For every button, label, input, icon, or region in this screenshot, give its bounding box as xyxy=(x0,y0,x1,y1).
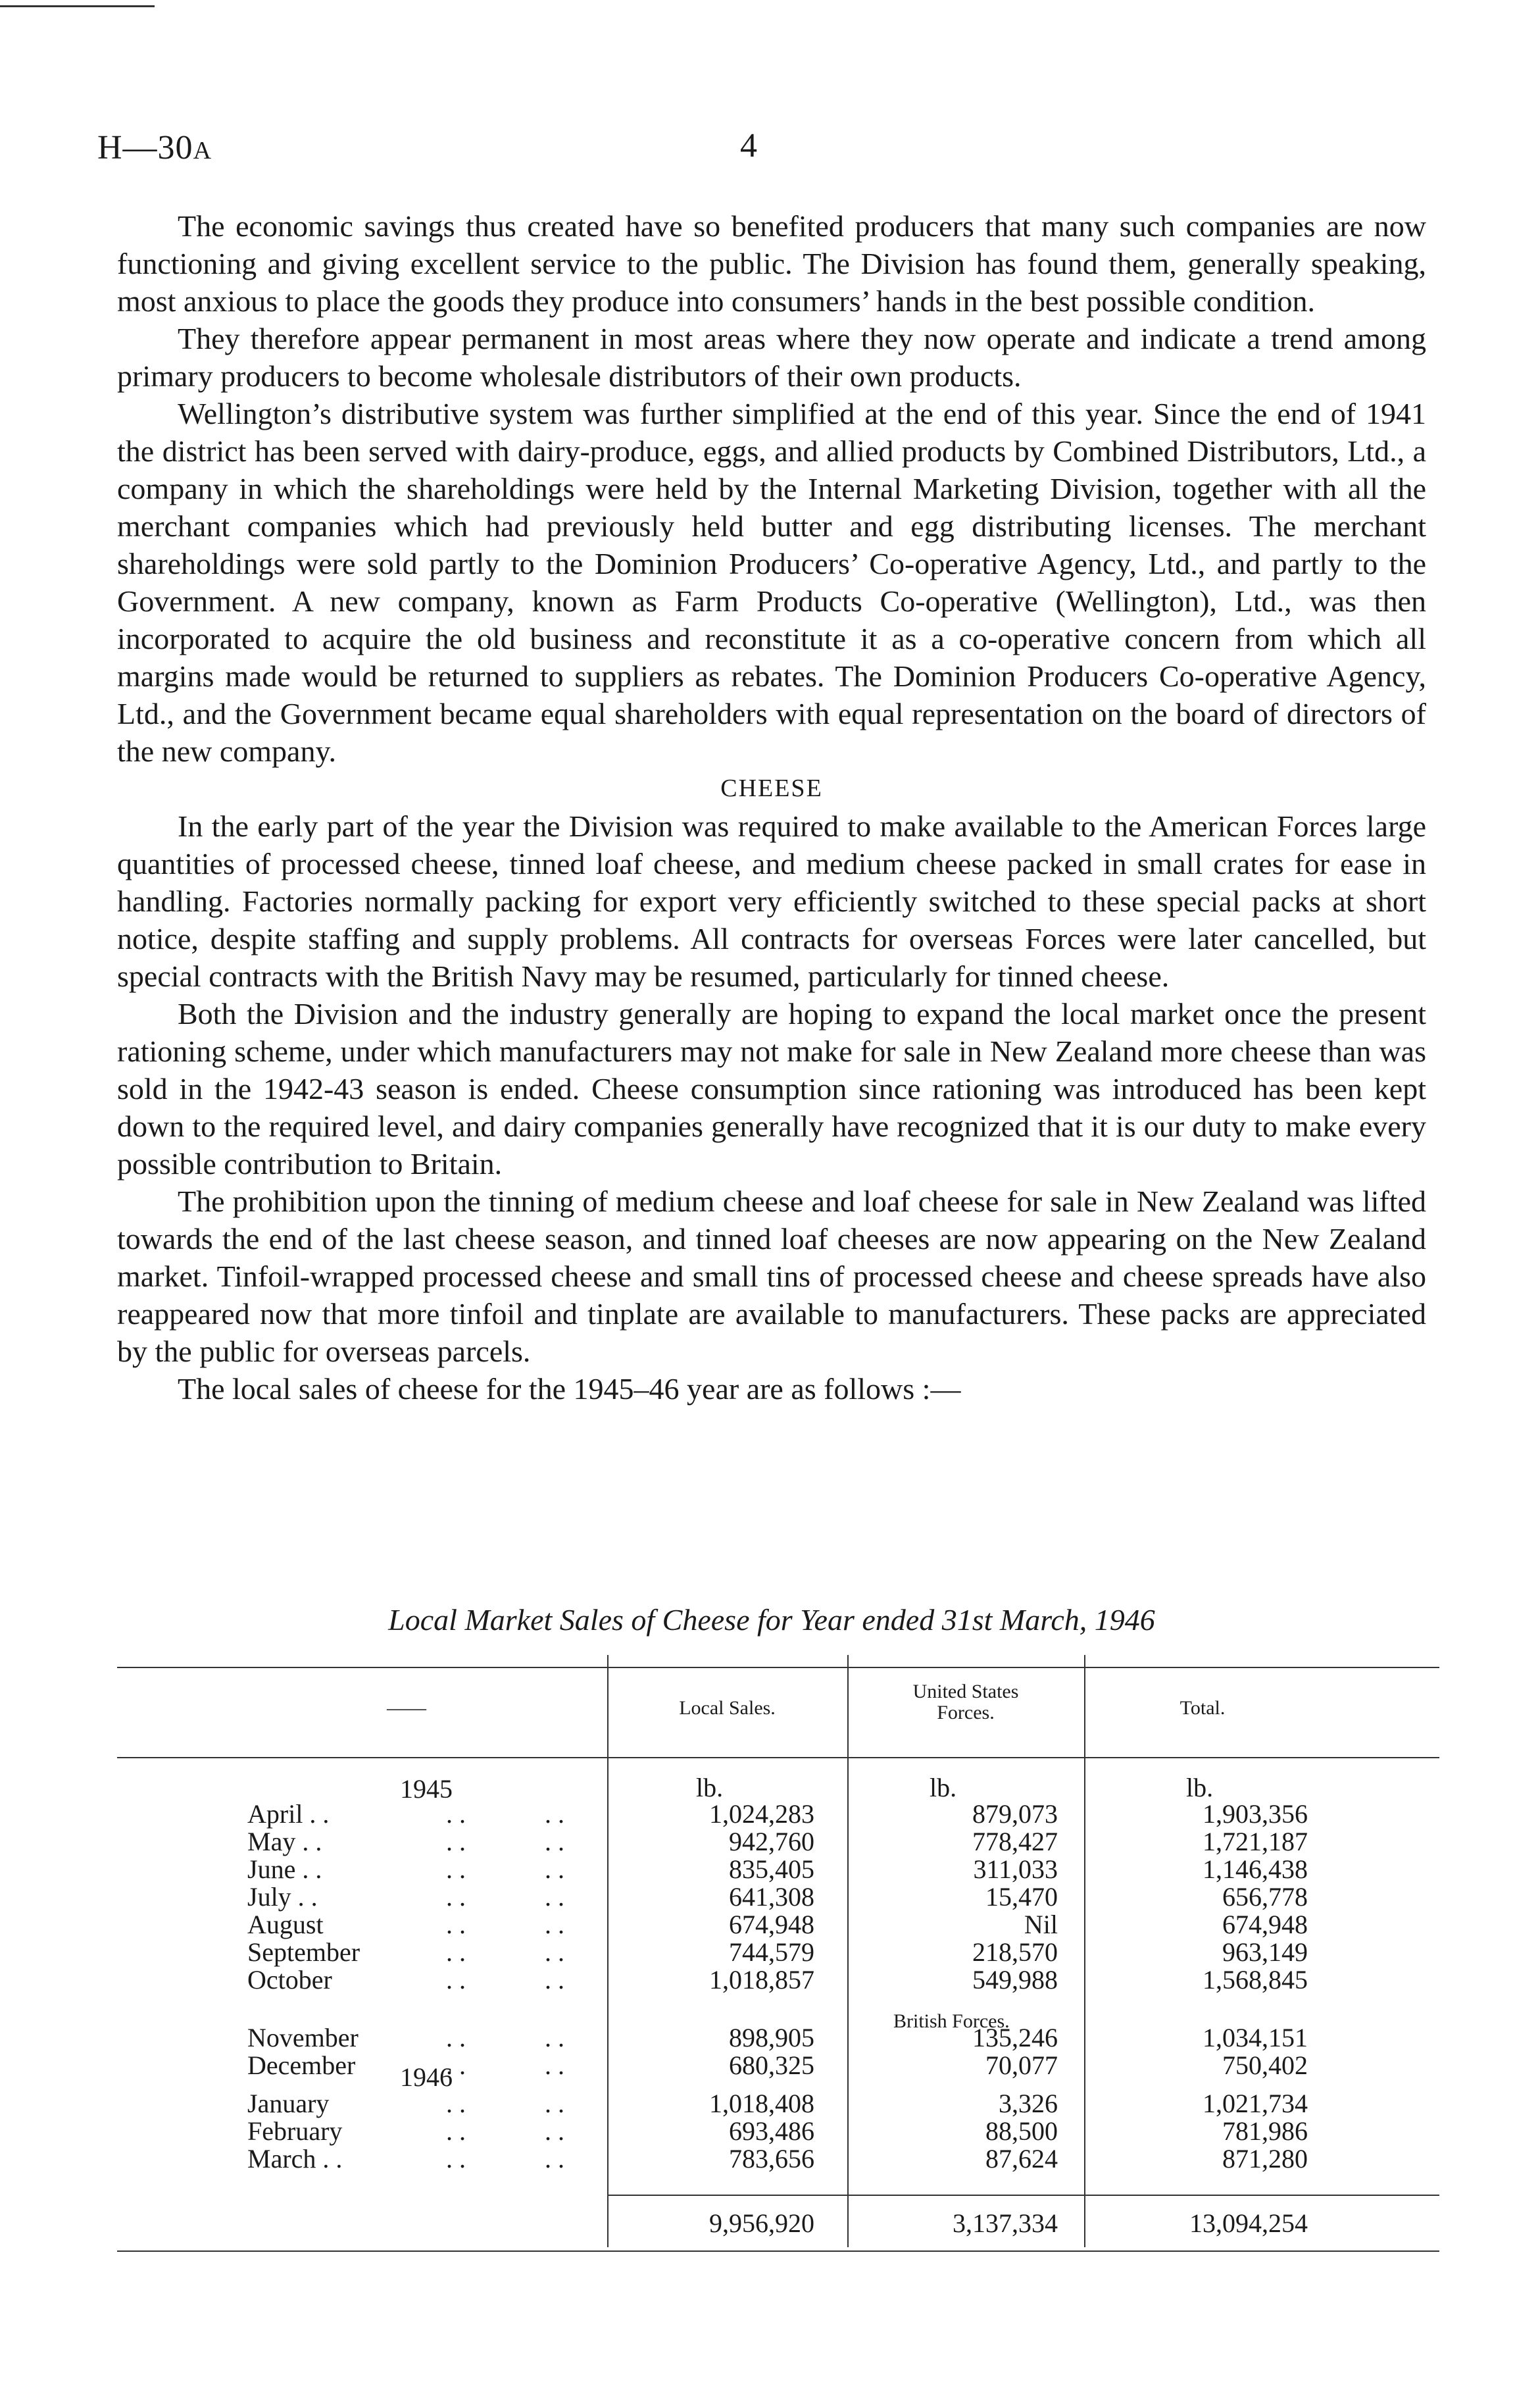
local-sales-value: 1,018,408 xyxy=(709,2089,814,2118)
year-label: 1945 xyxy=(400,1774,453,1804)
total-value: 656,778 xyxy=(1222,1882,1308,1912)
leader-dots: . . xyxy=(545,2116,564,2146)
total-value: 963,149 xyxy=(1222,1937,1308,1967)
total-value: 1,021,734 xyxy=(1203,2089,1308,2118)
month-label: December xyxy=(247,2050,356,2080)
local-sales-value: 1,024,283 xyxy=(709,1799,814,1829)
local-sales-value: 942,760 xyxy=(729,1827,814,1856)
month-label: June . . xyxy=(247,1854,322,1884)
month-label: February xyxy=(247,2116,343,2146)
forces-value: 879,073 xyxy=(972,1799,1058,1829)
total-overall: 13,094,254 xyxy=(1189,2208,1308,2238)
table-title: Local Market Sales of Cheese for Year ended 31st March, 1946 xyxy=(388,1603,1155,1637)
unit-label: lb. xyxy=(1186,1773,1214,1802)
forces-value: Nil xyxy=(1024,1910,1058,1939)
page-number: 4 xyxy=(740,127,757,165)
forces-value: 135,246 xyxy=(972,2023,1058,2052)
column-divider xyxy=(847,1655,849,2247)
paragraph: They therefore appear permanent in most areas where they now operate and indicate a trend among primary producers to become wholesale distributors of their own products. xyxy=(117,322,1426,393)
forces-value: 15,470 xyxy=(985,1882,1058,1912)
local-sales-value: 693,486 xyxy=(729,2116,814,2146)
paragraph: In the early part of the year the Division was required to make available to the American Forces large quantities of processed cheese, tinned loaf cheese, and medium cheese packed in small crates for ease in handling. Factories normally packing for export very efficiently switched to these special packs at short notice, despite staffing and supply problems. All contracts for overseas Forces were later cancelled, but special contracts with the British Navy may be resumed, particularly for tinned cheese. xyxy=(117,809,1426,993)
month-label: August xyxy=(247,1910,324,1939)
paragraph: Wellington’s distributive system was further simplified at the end of this year. Since the end of 1941 the district has been served with dairy-produce, eggs, and allied products by Combined Distributors, Ltd., a company in which the shareholdings were held by the Internal Marketing Division, together with all the merchant companies which had previously held butter and egg distributing licenses. The merchant shareholdings were sold partly to the Dominion Producers’ Co-operative Agency, Ltd., and partly to the Government. A new company, known as Farm Products Co-operative (Wellington), Ltd., was then incorporated to acquire the old business and reconstitute it as a co-operative concern from which all margins made would be returned to suppliers as rebates. The Dominion Producers Co-operative Agency, Ltd., and the Government became equal shareholders with equal representation on the board of directors of the new company. xyxy=(117,397,1426,768)
total-forces: 3,137,334 xyxy=(953,2208,1058,2238)
leader-dots: . . xyxy=(446,1937,466,1967)
local-sales-value: 641,308 xyxy=(729,1882,814,1912)
us-forces-header-line2: Forces. xyxy=(937,1702,995,1723)
table-header-rule xyxy=(117,1757,1439,1758)
us-forces-header-line1: United States xyxy=(912,1681,1019,1702)
paragraph: The prohibition upon the tinning of medium cheese and loaf cheese for sale in New Zealand was lifted towards the end of the last cheese season, and tinned loaf cheeses are now appearing on the New Zealand market. Tinfoil-wrapped processed cheese and small tins of processed cheese and cheese spreads have also reappeared now that more tinfoil and tinplate are available to manufacturers. These packs are appreciated by the public for overseas parcels. xyxy=(117,1184,1426,1368)
leader-dots: . . xyxy=(446,1882,466,1912)
forces-value: 70,077 xyxy=(985,2050,1058,2080)
leader-dots: . . xyxy=(446,2050,466,2080)
leader-dots: . . xyxy=(446,1965,466,1995)
month-label: March . . xyxy=(247,2144,343,2174)
leader-dots: . . xyxy=(545,1882,564,1912)
forces-value: 311,033 xyxy=(973,1854,1058,1884)
blank-column-header: —— xyxy=(387,1697,426,1719)
forces-value: 88,500 xyxy=(985,2116,1058,2146)
leader-dots: . . xyxy=(545,1965,564,1995)
leader-dots: . . xyxy=(545,2023,564,2052)
month-label: October xyxy=(247,1965,332,1995)
us-forces-header xyxy=(847,1681,1084,1723)
local-sales-value: 783,656 xyxy=(729,2144,814,2174)
month-label: May . . xyxy=(247,1827,322,1856)
year-label: 1946 xyxy=(400,2062,453,2092)
forces-value: 549,988 xyxy=(972,1965,1058,1995)
leader-dots: . . xyxy=(446,2116,466,2146)
code-suffix: A xyxy=(193,137,212,165)
forces-value: 218,570 xyxy=(972,1937,1058,1967)
leader-dots: . . xyxy=(545,2050,564,2080)
leader-dots: . . xyxy=(545,1827,564,1856)
leader-dots: . . xyxy=(545,1799,564,1829)
leader-dots: . . xyxy=(446,2023,466,2052)
local-sales-header: Local Sales. xyxy=(679,1697,776,1719)
local-sales-value: 1,018,857 xyxy=(709,1965,814,1995)
leader-dots: . . xyxy=(545,2144,564,2174)
local-sales-value: 674,948 xyxy=(729,1910,814,1939)
british-forces-label: British Forces. xyxy=(893,2010,1010,2032)
leader-dots: . . xyxy=(446,2144,466,2174)
leader-dots: . . xyxy=(545,1854,564,1884)
paragraph: Both the Division and the industry generally are hoping to expand the local market once the present rationing scheme, under which manufacturers may not make for sale in New Zealand more cheese than was sold in the 1942-43 season is ended. Cheese consumption since rationing was introduced has been kept down to the required level, and dairy companies generally have recognized that it is our duty to make every possible contribution to Britain. xyxy=(117,997,1426,1181)
table-bottom-rule xyxy=(117,2250,1439,2252)
total-local: 9,956,920 xyxy=(709,2208,814,2238)
section-heading: CHEESE xyxy=(720,775,823,802)
leader-dots: . . xyxy=(545,1937,564,1967)
total-value: 1,034,151 xyxy=(1203,2023,1308,2052)
column-divider xyxy=(1084,1655,1085,2247)
leader-dots: . . xyxy=(545,2089,564,2118)
total-value: 781,986 xyxy=(1222,2116,1308,2146)
leader-dots: . . xyxy=(446,1799,466,1829)
total-value: 750,402 xyxy=(1222,2050,1308,2080)
forces-value: 87,624 xyxy=(985,2144,1058,2174)
local-sales-value: 744,579 xyxy=(729,1937,814,1967)
forces-value: 3,326 xyxy=(999,2089,1058,2118)
table-top-rule xyxy=(117,1667,1439,1668)
code-main: H—30 xyxy=(97,129,193,166)
total-value: 1,903,356 xyxy=(1203,1799,1308,1829)
table-sum-rule xyxy=(607,2195,1439,2196)
paragraph: The local sales of cheese for the 1945–46 year are as follows :— xyxy=(178,1372,961,1406)
month-label: July . . xyxy=(247,1882,318,1912)
document-code xyxy=(97,128,212,167)
local-sales-value: 835,405 xyxy=(729,1854,814,1884)
top-rule xyxy=(0,5,155,7)
leader-dots: . . xyxy=(446,1827,466,1856)
total-value: 674,948 xyxy=(1222,1910,1308,1939)
total-value: 871,280 xyxy=(1222,2144,1308,2174)
leader-dots: . . xyxy=(446,1910,466,1939)
paragraph: The economic savings thus created have so benefited producers that many such companies are now functioning and giving excellent service to the public. The Division has found them, generally speaking, most anxious to place the goods they produce into consumers’ hands in the best possible condition. xyxy=(117,209,1426,318)
unit-label: lb. xyxy=(930,1773,957,1802)
month-label: November xyxy=(247,2023,359,2052)
forces-value: 778,427 xyxy=(972,1827,1058,1856)
unit-label: lb. xyxy=(696,1773,724,1802)
total-header: Total. xyxy=(1180,1697,1226,1719)
month-label: September xyxy=(247,1937,360,1967)
cheese-sales-table xyxy=(117,1655,1439,2260)
month-label: April . . xyxy=(247,1799,330,1829)
total-value: 1,568,845 xyxy=(1203,1965,1308,1995)
month-label: January xyxy=(247,2089,330,2118)
local-sales-value: 898,905 xyxy=(729,2023,814,2052)
local-sales-value: 680,325 xyxy=(729,2050,814,2080)
leader-dots: . . xyxy=(446,2089,466,2118)
total-value: 1,721,187 xyxy=(1203,1827,1308,1856)
column-divider xyxy=(607,1655,609,2247)
leader-dots: . . xyxy=(545,1910,564,1939)
leader-dots: . . xyxy=(446,1854,466,1884)
body-text xyxy=(117,207,1426,1408)
total-value: 1,146,438 xyxy=(1203,1854,1308,1884)
